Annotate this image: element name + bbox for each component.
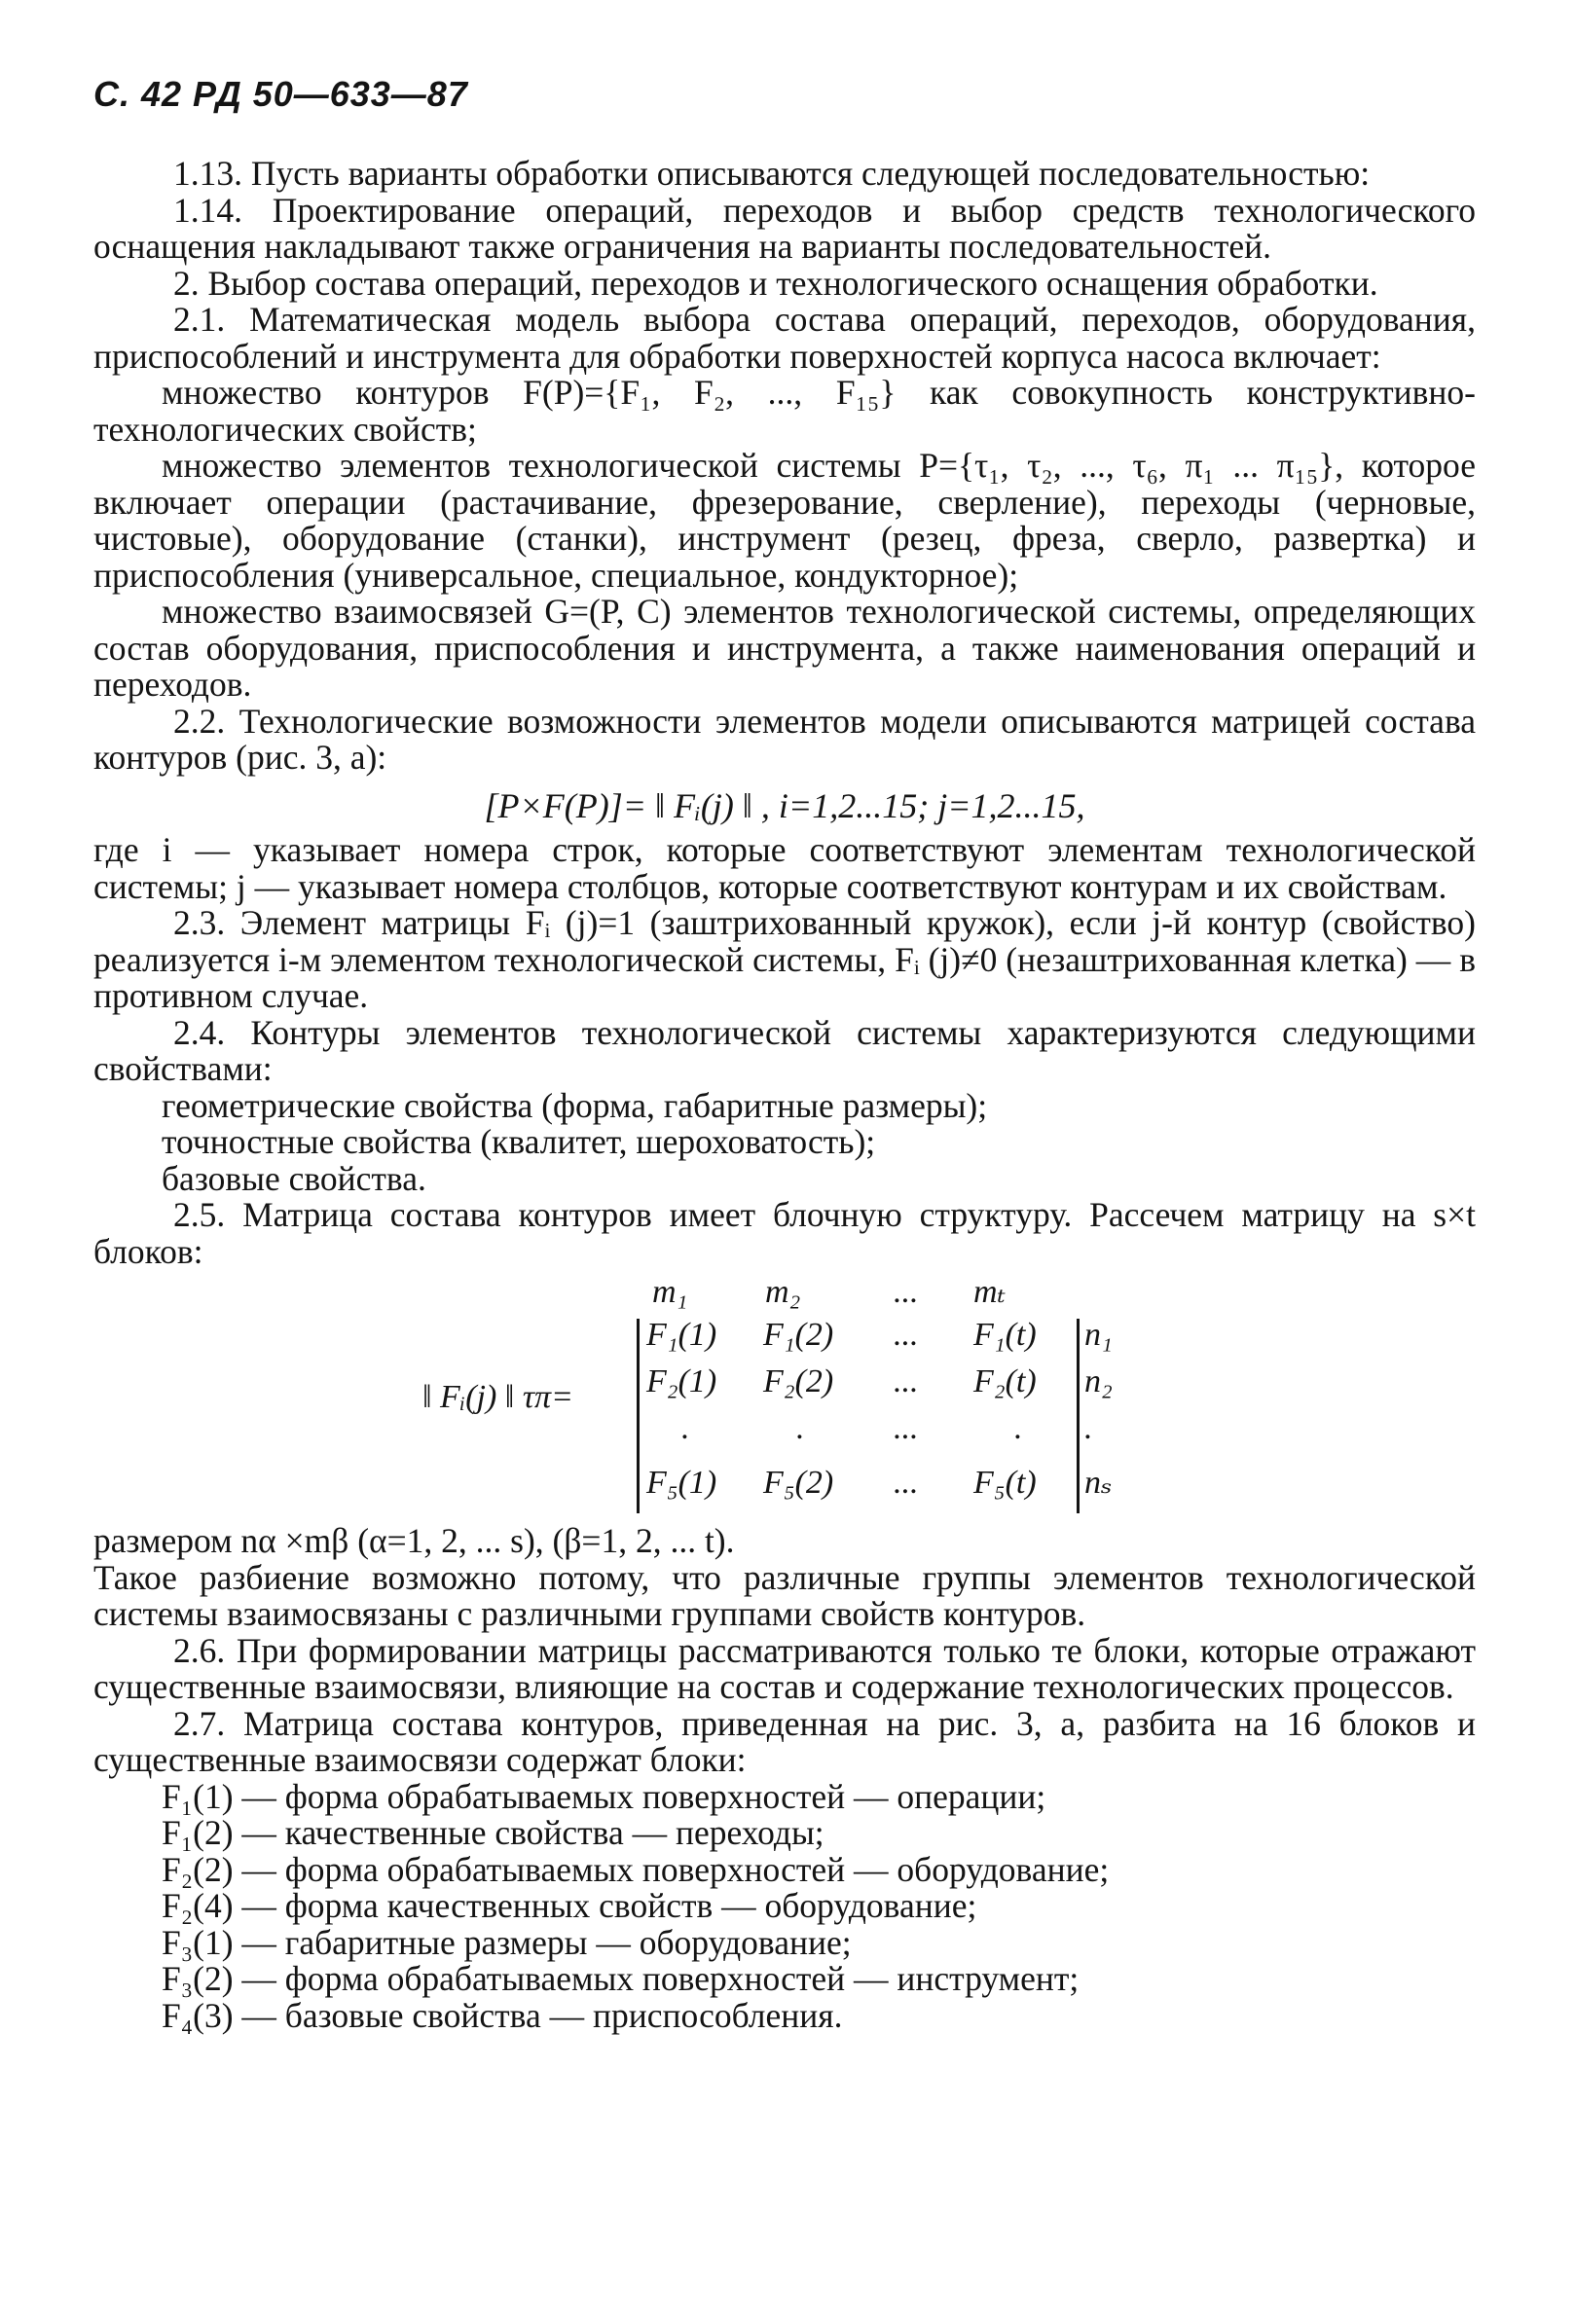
matrix-cell: F₁(2): [763, 1317, 834, 1353]
property-base: базовые свойства.: [162, 1158, 426, 1198]
block-item: F₃(1) — габаритные размеры — оборудование;: [162, 1922, 852, 1962]
paragraph-2-1-elements: множество элементов технологической системы P={τ₁, τ₂, ..., τ₆, π₁ ... π₁₅}, которое включает операции (растачивание, фрезерование, сверление), переходы (черновые, чистовые), оборудование (станки), инструмент (резец, фреза, сверло, развертка) и приспособления (универсальное, специальное, кондукторное);: [93, 446, 1476, 595]
paragraph-2-5-size: размером nα ×mβ (α=1, 2, ... s), (β=1, 2, ... t).: [93, 1521, 735, 1560]
matrix-label: ‖ Fᵢ(j) ‖ τπ=: [422, 1379, 573, 1415]
matrix-col-header: m₂: [765, 1274, 801, 1310]
block-item: F₂(4) — форма качественных свойств — оборудование;: [162, 1886, 977, 1925]
paragraph-2-6: 2.6. При формировании матрицы рассматриваются только те блоки, которые отражают существенные взаимосвязи, влияющие на состав и содержание технологических процессов.: [93, 1630, 1476, 1706]
property-geometric: геометрические свойства (форма, габаритные размеры);: [162, 1085, 988, 1125]
paragraph-2: 2. Выбор состава операций, переходов и технологического оснащения обработки.: [173, 263, 1378, 303]
matrix-right-bar: [1077, 1319, 1080, 1513]
properties-list: [93, 1085, 1476, 1198]
matrix-col-header: m₁: [652, 1274, 688, 1310]
paragraph-2-2: 2.2. Технологические возможности элементов модели описываются матрицей состава контуров (рис. 3, а):: [93, 701, 1476, 777]
matrix-row-label: n₂: [1084, 1363, 1113, 1399]
matrix-cell: F₂(t): [973, 1363, 1037, 1399]
paragraph-1-14: 1.14. Проектирование операций, переходов и выбор средств технологического оснащения накладывают также ограничения на варианты последовательностей.: [93, 190, 1476, 266]
document-body: [93, 156, 1476, 2034]
matrix-cell: .: [1014, 1410, 1023, 1446]
matrix-formula: [P×F(P)]= ‖ Fᵢ(j) ‖ , i=1,2...15; j=1,2...15,: [484, 785, 1085, 825]
paragraph-2-1-contours: множество контуров F(P)={F₁, F₂, ..., F₁₅} как совокупность конструктивно-технологических свойств;: [93, 373, 1476, 449]
paragraph-2-2-where: где i — указывает номера строк, которые соответствуют элементам технологической системы; j — указывает номера столбцов, которые соответствуют контурам и их свойствам.: [93, 830, 1476, 906]
paragraph-2-7: 2.7. Матрица состава контуров, приведенная на рис. 3, а, разбита на 16 блоков и существенные взаимосвязи содержат блоки:: [93, 1703, 1476, 1779]
matrix-cell: ...: [894, 1317, 919, 1353]
paragraph-2-4: 2.4. Контуры элементов технологической системы характеризуются следующими свойствами:: [93, 1012, 1476, 1088]
blocks-list: [93, 1776, 1476, 2035]
paragraph-2-5: 2.5. Матрица состава контуров имеет блочную структуру. Рассечем матрицу на s×t блоков:: [93, 1195, 1476, 1271]
block-item: F₁(2) — качественные свойства — переходы;: [162, 1813, 824, 1852]
matrix-cell: F₅(t): [973, 1465, 1037, 1501]
paragraph-2-1: 2.1. Математическая модель выбора состава операций, переходов, оборудования, приспособлений и инструмента для обработки поверхностей корпуса насоса включает:: [93, 300, 1476, 376]
block-item: F₂(2) — форма обрабатываемых поверхностей — оборудование;: [162, 1849, 1110, 1889]
matrix-cell: .: [681, 1410, 690, 1446]
block-item: F₁(1) — форма обрабатываемых поверхностей — операции;: [162, 1776, 1046, 1816]
matrix-cell: F₁(1): [646, 1317, 717, 1353]
paragraph-2-5-after: Такое разбиение возможно потому, что различные группы элементов технологической системы взаимосвязаны с различными группами свойств контуров.: [93, 1557, 1476, 1633]
block-item: F₃(2) — форма обрабатываемых поверхностей — инструмент;: [162, 1959, 1080, 1998]
matrix-cell: F₅(2): [763, 1465, 834, 1501]
matrix-cell: ...: [894, 1410, 919, 1446]
property-accuracy: точностные свойства (квалитет, шероховатость);: [162, 1122, 876, 1161]
block-matrix: [93, 1274, 1476, 1517]
matrix-row-label: .: [1084, 1410, 1093, 1446]
paragraph-1-13: 1.13. Пусть варианты обработки описываются следующей последовательностью:: [173, 154, 1371, 193]
matrix-cell: ...: [894, 1363, 919, 1399]
block-item: F₄(3) — базовые свойства — приспособления.: [162, 1995, 843, 2035]
matrix-cell: F₂(1): [646, 1363, 717, 1399]
paragraph-2-1-relations: множество взаимосвязей G=(P, C) элементов технологической системы, определяющих состав оборудования, приспособления и инструмента, а также наименования операций и переходов.: [93, 592, 1476, 704]
page-header: С. 42 РД 50—633—87: [93, 74, 468, 114]
paragraph-2-3: 2.3. Элемент матрицы Fᵢ (j)=1 (заштрихованный кружок), если j-й контур (свойство) реализуется i-м элементом технологической системы, Fᵢ (j)≠0 (незаштрихованная клетка) — в противном случае.: [93, 903, 1476, 1015]
matrix-left-bar: [637, 1319, 640, 1513]
matrix-cell: F₁(t): [973, 1317, 1037, 1353]
matrix-cell: F₅(1): [646, 1465, 717, 1501]
matrix-cell: ...: [894, 1465, 919, 1501]
matrix-col-header: mₜ: [973, 1274, 1006, 1310]
matrix-cell: F₂(2): [763, 1363, 834, 1399]
matrix-col-header: ...: [894, 1274, 919, 1310]
matrix-row-label: nₛ: [1084, 1465, 1113, 1501]
matrix-row-label: n₁: [1084, 1317, 1113, 1353]
matrix-cell: .: [796, 1410, 805, 1446]
